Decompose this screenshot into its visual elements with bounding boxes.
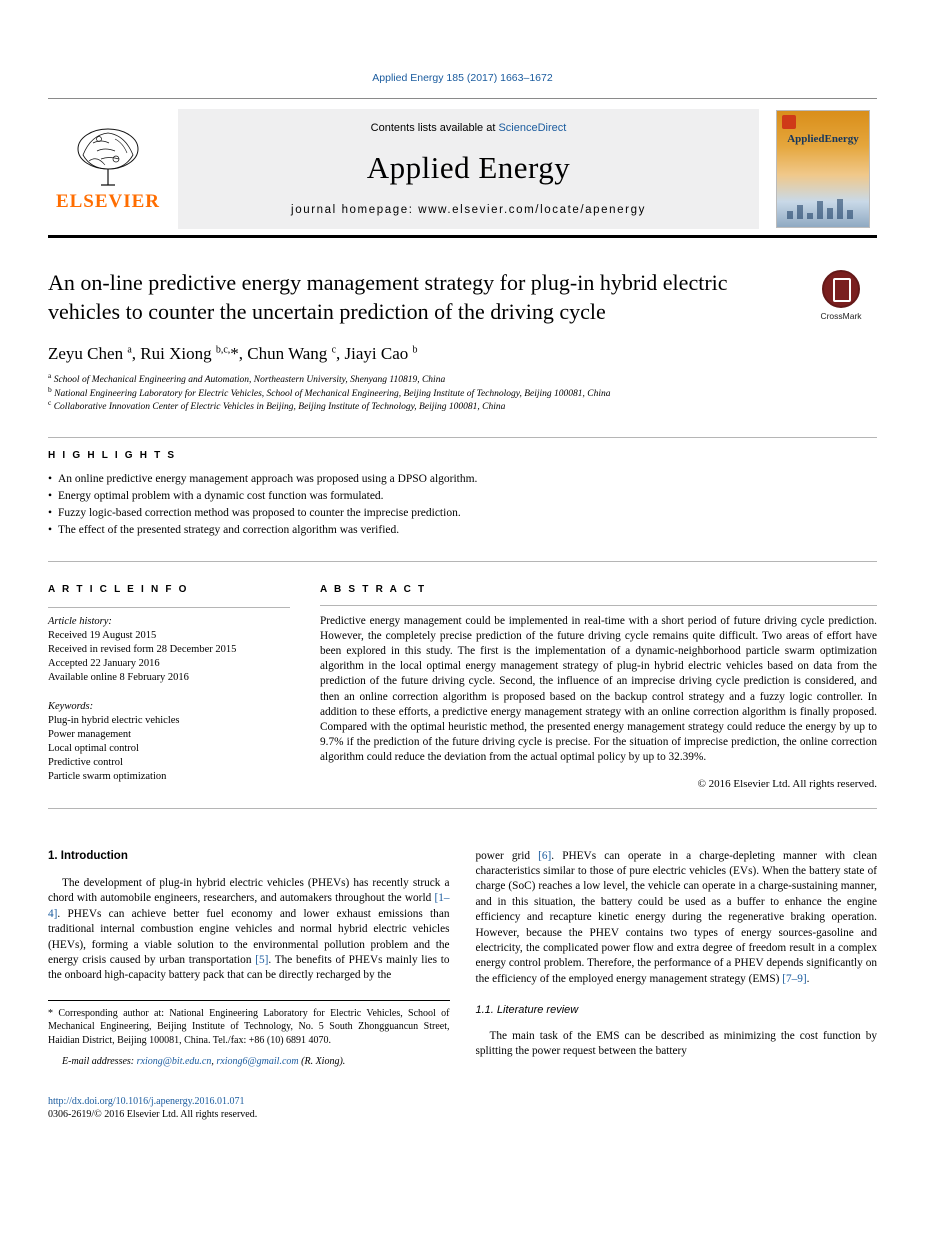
history-item: Received in revised form 28 December 2015 bbox=[48, 643, 237, 655]
email-link-1[interactable]: rxiong@bit.edu.cn bbox=[136, 1056, 212, 1068]
crossmark-badge[interactable] bbox=[805, 270, 877, 321]
highlight-item: • An online predictive energy management approach was proposed using a DPSO algorithm. bbox=[48, 471, 877, 488]
divider bbox=[48, 561, 877, 562]
elsevier-logo bbox=[48, 109, 168, 229]
email-line: E-mail addresses: rxiong@bit.edu.cn, rxiong6@gmail.com (R. Xiong). bbox=[62, 1056, 346, 1068]
citation-link[interactable]: [1–4] bbox=[48, 892, 450, 920]
affiliation-item: $^c$ Collaborative Innovation Center of Electric Vehicles in Beijing, Beijing Institute of Technology, Beijing 100081, China bbox=[48, 397, 506, 412]
email-suffix: (R. Xiong). bbox=[301, 1056, 346, 1068]
divider bbox=[48, 437, 877, 438]
keyword-item: Predictive control bbox=[48, 756, 123, 768]
sciencedirect-link[interactable]: ScienceDirect bbox=[498, 122, 567, 134]
highlight-item: • Energy optimal problem with a dynamic cost function was formulated. bbox=[48, 488, 877, 505]
doi-link[interactable]: http://dx.doi.org/10.1016/j.apenergy.2016.01.071 bbox=[48, 1095, 245, 1107]
affiliation-list bbox=[48, 370, 877, 415]
highlights-heading: H I G H L I G H T S bbox=[48, 449, 177, 461]
email-label: E-mail addresses: bbox=[62, 1056, 135, 1068]
journal-homepage: journal homepage: www.elsevier.com/locate/apenergy bbox=[291, 204, 646, 216]
contents-prefix: Contents lists available at bbox=[370, 122, 499, 134]
history-list bbox=[48, 629, 290, 685]
email-link-2[interactable]: rxiong6@gmail.com bbox=[216, 1056, 299, 1068]
article-body bbox=[48, 268, 877, 1069]
citation-link[interactable]: [5] bbox=[255, 953, 269, 966]
affiliation-item: $^b$ National Engineering Laboratory for Electric Vehicles, School of Mechanical Engineering, Beijing Institute of Technology, Beijing 100081, China bbox=[48, 384, 611, 399]
highlight-item: • The effect of the presented strategy and correction algorithm was verified. bbox=[48, 522, 877, 539]
article-info-section bbox=[48, 572, 320, 790]
article-info-heading: A R T I C L E I N F O bbox=[48, 583, 189, 595]
corresponding-author-footnote bbox=[48, 1000, 450, 1069]
contents-available-line bbox=[371, 122, 567, 134]
elsevier-wordmark: ELSEVIER bbox=[55, 191, 161, 212]
text-column-right bbox=[476, 849, 878, 1069]
divider bbox=[48, 607, 290, 608]
paragraph: The development of plug-in hybrid electric vehicles (PHEVs) has recently struck a chord with automobile engineers, researchers, and automakers throughout the world [1–4]. PHEVs can achieve better fuel economy and lower exhaust emissions than traditional internal combustion engine vehicles and normal hybrid electric vehicles (HEVs), forming a viable solution to the environmental pollution problem and the energy crisis caused by urban transportation [5]. The benefits of PHEVs mainly lies to the onboard high-capacity battery pack that can be directly recharged by the bbox=[48, 876, 450, 982]
abstract-copyright: © 2016 Elsevier Ltd. All rights reserved. bbox=[697, 777, 877, 790]
subsection-heading-literature-review: 1.1. Literature review bbox=[475, 1004, 579, 1017]
crossmark-label: CrossMark bbox=[820, 311, 862, 321]
citation-link[interactable]: [6] bbox=[538, 849, 552, 862]
paragraph: The main task of the EMS can be described as minimizing the cost function by splitting the power request between the battery bbox=[475, 1029, 877, 1057]
journal-reference: Applied Energy 185 (2017) 1663–1672 bbox=[372, 72, 553, 84]
abstract-text: Predictive energy management could be implemented in real-time with a short period of future driving cycle prediction. However, the completely precise prediction of the future driving cycle remains quite difficult. Two areas of effort have been explored in this study. The first is the implementation of a dynamic-neighborhood particle swarm optimization algorithm in the local optimal energy management strategy of plug-in hybrid electric vehicles based on data from the prediction of the future driving cycle. Second, the influence of an imprecise driving cycle prediction is considered, and then an online correction algorithm is proposed based on the backup control strategy and a fuzzy logic controller. In addition to these efforts, a predictive energy management strategy with an online correction algorithm is finally proposed. Compared with the optimal heuristic method, the presented energy management strategy could reduce the energy by up to 9.7% if the prediction of the future driving cycle is precise. For the situation of imprecise prediction, the online correction algorithm could reduce the deviation from the actual optimal policy by up to 32.39%. bbox=[320, 614, 877, 764]
abstract-section bbox=[320, 572, 877, 790]
journal-cover bbox=[769, 109, 877, 229]
elsevier-tree-icon bbox=[71, 125, 145, 187]
crossmark-icon bbox=[822, 270, 860, 308]
issn-copyright: 0306-2619/© 2016 Elsevier Ltd. All rights reserved. bbox=[48, 1108, 258, 1120]
text-column-left bbox=[48, 849, 450, 1069]
main-text bbox=[48, 849, 877, 1069]
divider bbox=[48, 808, 877, 809]
corresponding-author-text: * Corresponding author at: National Engineering Laboratory for Electric Vehicles, School of Mechanical Engineering, Beijing Institute of Technology, No. 5 South Zhongguancun Street, Haidian District, Beijing 100081, China. Tel./fax: +86 (10) 6891 4070. bbox=[48, 1007, 450, 1046]
citation-link[interactable]: [7–9] bbox=[782, 972, 807, 985]
keywords-list bbox=[48, 714, 290, 784]
divider bbox=[320, 605, 877, 606]
keyword-item: Local optimal control bbox=[48, 742, 139, 754]
keyword-item: Plug-in hybrid electric vehicles bbox=[48, 714, 180, 726]
keyword-item: Power management bbox=[48, 728, 132, 740]
author-list: Zeyu Chen $^a$, Rui Xiong $^{b,c,}$*, Chun Wang $^c$, Jiayi Cao $^b$ bbox=[48, 344, 418, 363]
info-abstract-row bbox=[48, 572, 877, 790]
keywords-label: Keywords: bbox=[48, 700, 94, 712]
history-item: Available online 8 February 2016 bbox=[48, 671, 189, 683]
page-footer bbox=[48, 1095, 877, 1121]
cover-title: AppliedEnergy bbox=[787, 133, 859, 145]
highlights-list bbox=[48, 471, 877, 539]
cover-logo-icon bbox=[782, 115, 796, 129]
journal-banner bbox=[178, 109, 759, 229]
section-heading-introduction: 1. Introduction bbox=[48, 849, 128, 862]
history-item: Accepted 22 January 2016 bbox=[48, 657, 160, 669]
cover-graphic bbox=[785, 197, 861, 219]
abstract-heading: A B S T R A C T bbox=[320, 583, 427, 595]
keyword-item: Particle swarm optimization bbox=[48, 770, 167, 782]
journal-masthead bbox=[48, 98, 877, 238]
history-item: Received 19 August 2015 bbox=[48, 629, 157, 641]
journal-cover-image bbox=[776, 110, 870, 228]
highlights-section bbox=[48, 450, 877, 539]
journal-title: Applied Energy bbox=[366, 150, 571, 185]
affiliation-item: $^a$ School of Mechanical Engineering and Automation, Northeastern University, Shenyang 110819, China bbox=[48, 370, 446, 385]
paragraph: power grid [6]. PHEVs can operate in a charge-depleting manner with clean characteristics similar to those of pure electric vehicles (EVs). When the battery state of charge (SoC) reaches a low level, the vehicle can operate in a charge-sustaining manner, and in this situation, the battery could be used as a buffer to enhance the engine efficiency and recapture kinetic energy during the regenerative braking operation. However, because the PHEV contains two types of energy sources-gasoline and electricity, the complicated power flow and extra degree of freedom result in a complex energy control problem. Therefore, the performance of a PHEV depends significantly on the efficiency of the employed energy management strategy (EMS) [7–9]. bbox=[475, 849, 878, 985]
history-label: Article history: bbox=[48, 615, 112, 627]
page-title: An on-line predictive energy management strategy for plug-in hybrid electric vehicles to counter the uncertain prediction of the driving cycle bbox=[48, 270, 728, 324]
highlight-item: • Fuzzy logic-based correction method was proposed to counter the imprecise prediction. bbox=[48, 505, 877, 522]
